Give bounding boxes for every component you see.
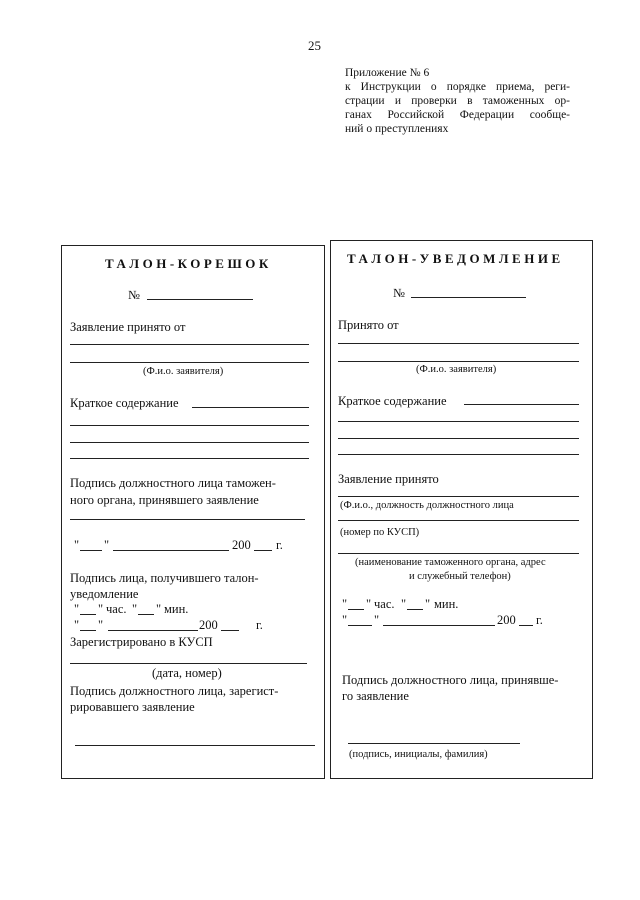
left-date2-year-line [221, 630, 239, 631]
left-fio-hint: (Ф.и.о. заявителя) [143, 366, 224, 377]
left-date2-g: г. [256, 618, 263, 632]
right-time-hour-line [348, 609, 364, 610]
appendix-line: Приложение № 6 [345, 67, 430, 79]
right-org-hint-2: и служебный телефон) [409, 571, 511, 582]
left-registered-line [70, 663, 307, 664]
left-summary-label: Краткое содержание [70, 396, 179, 410]
left-time-min-label: мин. [164, 602, 189, 616]
left-registrar-sign-2: рировавшего заявление [70, 700, 195, 714]
left-registrar-sign-line [75, 745, 315, 746]
left-number-label: № [128, 288, 140, 302]
right-statement-line [338, 496, 579, 497]
left-date-year: 200 [232, 538, 251, 552]
left-date-quote-open: " [74, 538, 80, 552]
right-time-quote-close: " [366, 597, 372, 611]
appendix-line: ний о преступлениях [345, 123, 449, 135]
left-receiver-sign-2: уведомление [70, 587, 139, 601]
left-date-g: г. [276, 538, 283, 552]
right-fio-hint: (Ф.и.о. заявителя) [416, 364, 497, 375]
left-accepted-line-2 [70, 362, 309, 363]
right-org-hint-1: (наименование таможенного органа, адрес [355, 557, 546, 568]
right-signature-line [348, 743, 520, 744]
left-time-quote-open: " [74, 602, 80, 616]
right-date-day-line [348, 625, 372, 626]
appendix-line: страции и проверки в таможенных ор- [345, 95, 570, 107]
left-date2-quote-open: " [74, 618, 80, 632]
left-time-hour-label: час. [106, 602, 127, 616]
right-date-year-line [519, 625, 533, 626]
left-date2-year: 200 [199, 618, 218, 632]
right-accepted-from: Принято от [338, 318, 399, 332]
left-date-month-line [113, 550, 229, 551]
right-summary-line-0 [464, 404, 579, 405]
right-title: ТАЛОН-УВЕДОМЛЕНИЕ [347, 251, 564, 266]
right-date-year: 200 [497, 613, 516, 627]
left-number-line [147, 299, 253, 300]
right-accepted-line-1 [338, 343, 579, 344]
left-official-sign-line [70, 519, 305, 520]
left-time-hour-line [80, 614, 96, 615]
left-summary-line-0 [192, 407, 309, 408]
left-date-quote-close: " [104, 538, 110, 552]
right-time-min-label: мин. [434, 597, 459, 611]
right-official-sign-2: го заявление [342, 689, 409, 703]
right-summary-label: Краткое содержание [338, 394, 447, 408]
right-date-month-line [383, 625, 495, 626]
appendix-line: ганах Российской Федерации сообще- [345, 109, 570, 121]
appendix-header [345, 66, 570, 136]
left-registered: Зарегистрировано в КУСП [70, 635, 213, 649]
left-official-sign-2: ного органа, принявшего заявление [70, 493, 259, 507]
right-summary-line-3 [338, 454, 579, 455]
right-summary-line-2 [338, 438, 579, 439]
left-date2-day-line [80, 630, 96, 631]
right-date-quote-close: " [374, 613, 380, 627]
right-signature-hint: (подпись, инициалы, фамилия) [349, 749, 488, 760]
right-number-label: № [393, 286, 405, 300]
left-time-min-line [138, 614, 154, 615]
right-statement-accepted: Заявление принято [338, 472, 439, 486]
right-number-line [411, 297, 526, 298]
left-date-number-hint: (дата, номер) [152, 666, 222, 680]
right-kusp-line [338, 553, 579, 554]
right-date-quote-open: " [342, 613, 348, 627]
left-time-quote-open-2: " [132, 602, 138, 616]
right-fio-position-line [338, 520, 579, 521]
page-number: 25 [308, 38, 321, 53]
left-registrar-sign-1: Подпись должностного лица, зарегист- [70, 684, 279, 698]
right-time-hour-label: час. [374, 597, 395, 611]
left-date-day-line [80, 550, 102, 551]
right-time-quote-close-2: " [425, 597, 431, 611]
left-accepted-from: Заявление принято от [70, 320, 186, 334]
right-fio-position-hint: (Ф.и.о., должность должностного лица [340, 500, 514, 511]
left-accepted-line-1 [70, 344, 309, 345]
left-date-year-line [254, 550, 272, 551]
right-date-g: г. [536, 613, 543, 627]
right-time-min-line [407, 609, 423, 610]
left-date2-quote-close: " [98, 618, 104, 632]
right-official-sign-1: Подпись должностного лица, принявше- [342, 673, 559, 687]
right-time-quote-open-2: " [401, 597, 407, 611]
left-title: ТАЛОН-КОРЕШОК [105, 256, 272, 271]
left-date2-month-line [108, 630, 198, 631]
left-official-sign-1: Подпись должностного лица таможен- [70, 476, 276, 490]
left-summary-line-1 [70, 425, 309, 426]
left-time-quote-close: " [98, 602, 104, 616]
right-accepted-line-2 [338, 361, 579, 362]
left-receiver-sign-1: Подпись лица, получившего талон- [70, 571, 259, 585]
left-time-quote-close-2: " [156, 602, 162, 616]
right-summary-line-1 [338, 421, 579, 422]
right-time-quote-open: " [342, 597, 348, 611]
left-summary-line-3 [70, 458, 309, 459]
right-kusp-hint: (номер по КУСП) [340, 527, 420, 538]
appendix-line: к Инструкции о порядке приема, реги- [345, 81, 570, 93]
left-summary-line-2 [70, 442, 309, 443]
